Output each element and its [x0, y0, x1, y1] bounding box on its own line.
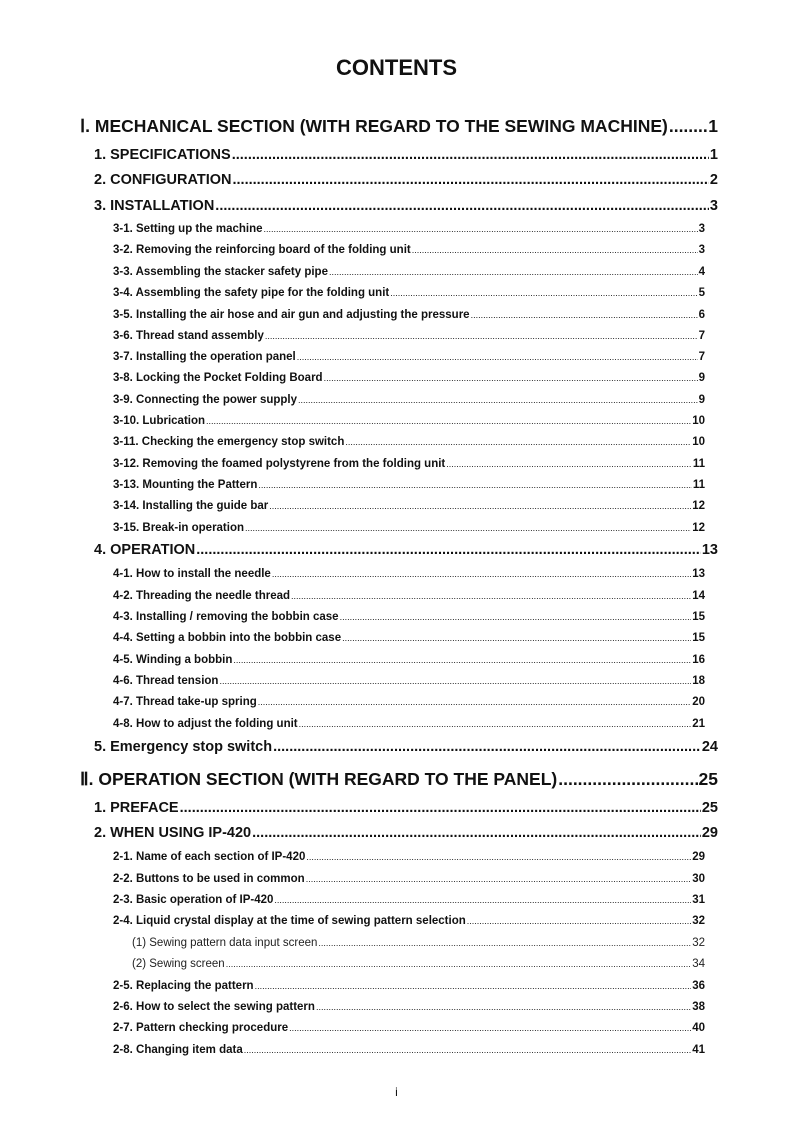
dot-leader: [471, 310, 698, 320]
toc-entry-page: 36: [692, 980, 705, 992]
toc-entry[interactable]: [80, 769, 718, 790]
toc-entry-page: 32: [692, 915, 705, 927]
toc-entry-page: 30: [692, 873, 705, 885]
toc-entry[interactable]: [113, 415, 705, 427]
toc-entry-label: 3-2. Removing the reinforcing board of the folding unit: [113, 244, 411, 256]
toc-entry-label: 3-13. Mounting the Pattern: [113, 479, 258, 491]
toc-entry[interactable]: [113, 1001, 705, 1013]
dot-leader: [467, 916, 691, 926]
toc-entry-label: (2) Sewing screen: [132, 958, 225, 970]
dot-leader: [272, 569, 691, 579]
toc-entry-page: 31: [692, 894, 705, 906]
toc-entry-page: 4: [698, 266, 705, 278]
toc-entry-label: 4-5. Winding a bobbin: [113, 654, 233, 666]
toc-entry-page: 16: [692, 654, 705, 666]
toc-entry[interactable]: [113, 479, 705, 491]
toc-entry[interactable]: [113, 394, 705, 406]
toc-entry[interactable]: [94, 825, 718, 841]
dot-leader: [244, 1045, 691, 1055]
toc-entry-label: 3-14. Installing the guide bar: [113, 500, 269, 512]
toc-entry-label: 2-5. Replacing the pattern: [113, 980, 254, 992]
toc-entry-page: 3: [698, 223, 705, 235]
toc-entry-label: (1) Sewing pattern data input screen: [132, 937, 318, 949]
toc-entry[interactable]: [113, 372, 705, 384]
toc-entry[interactable]: [113, 244, 705, 256]
toc-entry-label: 3-10. Lubrication: [113, 415, 206, 427]
dot-leader: [291, 591, 691, 601]
toc-entry[interactable]: [94, 542, 718, 558]
toc-entry-page: 38: [692, 1001, 705, 1013]
toc-entry[interactable]: [113, 851, 705, 863]
dot-leader: [446, 459, 692, 469]
toc-entry-label: 3-4. Assembling the safety pipe for the folding unit: [113, 287, 390, 299]
toc-entry[interactable]: [113, 718, 705, 730]
page-title: CONTENTS: [336, 55, 457, 80]
toc-entry[interactable]: [80, 116, 718, 137]
toc-entry-page: 15: [692, 632, 705, 644]
toc-entry-label: 3-1. Setting up the machine: [113, 223, 263, 235]
toc-entry[interactable]: [113, 894, 705, 906]
toc-entry-page: 25: [698, 769, 718, 789]
toc-entry-label: 2-4. Liquid crystal display at the time of sewing pattern selection: [113, 915, 466, 927]
dot-leader: [306, 874, 692, 884]
toc-entry-label: 4-2. Threading the needle thread: [113, 590, 291, 602]
toc-entry-label: 1. PREFACE: [94, 800, 179, 816]
page-number: i: [395, 1085, 398, 1099]
toc-entry[interactable]: [113, 654, 705, 666]
toc-entry-label: 3-8. Locking the Pocket Folding Board: [113, 372, 323, 384]
toc-entry[interactable]: [113, 351, 705, 363]
toc-entry-page: 10: [692, 436, 705, 448]
toc-entry-page: 1: [709, 147, 718, 163]
toc-entry-label: 4-6. Thread tension: [113, 675, 219, 687]
toc-entry[interactable]: [113, 330, 705, 342]
dot-leader: [324, 373, 698, 383]
toc-entry[interactable]: [113, 436, 705, 448]
toc-entry-label: 2-2. Buttons to be used in common: [113, 873, 305, 885]
toc-entry-label: 3-9. Connecting the power supply: [113, 394, 298, 406]
toc-entry-page: 5: [698, 287, 705, 299]
toc-entry-label: Ⅰ. MECHANICAL SECTION (WITH REGARD TO THE SEWING MACHINE): [80, 116, 668, 136]
toc-entry-page: 21: [692, 718, 705, 730]
toc-entry-page: 9: [698, 394, 705, 406]
dot-leader: [329, 267, 698, 277]
toc-entry-label: 4. OPERATION: [94, 542, 196, 558]
toc-entry-label: 3-6. Thread stand assembly: [113, 330, 264, 342]
toc-entry[interactable]: [94, 800, 718, 816]
toc-entry-page: 6: [698, 309, 705, 321]
toc-entry-label: 4-7. Thread take-up spring: [113, 696, 257, 708]
dot-leader: [258, 697, 691, 707]
dot-leader: [306, 852, 691, 862]
toc-entry-page: 9: [698, 372, 705, 384]
toc-entry[interactable]: [132, 958, 705, 970]
dot-leader: [316, 1002, 691, 1012]
dot-leader: [265, 331, 698, 341]
toc-entry[interactable]: [113, 1044, 705, 1056]
toc-entry-page: 41: [692, 1044, 705, 1056]
dot-leader: [264, 224, 698, 234]
dot-leader: [180, 800, 701, 816]
toc-entry-label: 2-8. Changing item data: [113, 1044, 243, 1056]
toc-entry-page: 25: [701, 800, 718, 816]
toc-entry-page: 18: [692, 675, 705, 687]
dot-leader: [206, 416, 691, 426]
dot-leader: [245, 523, 691, 533]
toc-entry-label: 3. INSTALLATION: [94, 198, 215, 214]
dot-leader: [255, 981, 692, 991]
toc-entry-page: 12: [692, 522, 705, 534]
toc-entry[interactable]: [113, 287, 705, 299]
dot-leader: [232, 172, 708, 188]
dot-leader: [412, 245, 698, 255]
toc-entry-label: 3-12. Removing the foamed polystyrene from the folding unit: [113, 458, 446, 470]
toc-entry-page: 11: [692, 458, 705, 470]
dot-leader: [219, 676, 691, 686]
toc-entry[interactable]: [94, 147, 718, 163]
dot-leader: [258, 480, 691, 490]
toc-entry-label: 5. Emergency stop switch: [94, 739, 273, 755]
toc-entry-label: 2. CONFIGURATION: [94, 172, 232, 188]
toc-entry-page: 13: [701, 542, 718, 558]
toc-entry-label: 2-6. How to select the sewing pattern: [113, 1001, 315, 1013]
toc-entry-label: 2. WHEN USING IP-420: [94, 825, 252, 841]
toc-entry-page: 14: [692, 590, 705, 602]
toc-entry[interactable]: [113, 675, 705, 687]
dot-leader: [299, 719, 692, 729]
dot-leader: [345, 437, 691, 447]
toc-entry[interactable]: [113, 873, 705, 885]
dot-leader: [226, 959, 692, 969]
dot-leader: [232, 147, 709, 163]
toc-entry[interactable]: [113, 266, 705, 278]
toc-entry-page: 13: [692, 568, 705, 580]
toc-entry[interactable]: [113, 590, 705, 602]
dot-leader: [269, 501, 691, 511]
toc-entry[interactable]: [113, 223, 705, 235]
toc-entry-page: 3: [709, 198, 718, 214]
dot-leader: [252, 825, 701, 841]
toc-entry[interactable]: [94, 198, 718, 214]
toc-entry[interactable]: [94, 172, 718, 188]
toc-entry-page: 34: [692, 958, 705, 970]
toc-entry-page: 7: [698, 330, 705, 342]
toc-entry-page: 32: [692, 937, 705, 949]
toc-entry-page: 11: [692, 479, 705, 491]
toc-entry-page: 15: [692, 611, 705, 623]
dot-leader: [233, 655, 691, 665]
toc-entry-page: 29: [692, 851, 705, 863]
toc-entry-page: 12: [692, 500, 705, 512]
toc-entry-label: 4-3. Installing / removing the bobbin case: [113, 611, 339, 623]
toc-entry-page: 2: [709, 172, 718, 188]
toc-entry-page: 7: [698, 351, 705, 363]
toc-entry-label: 3-5. Installing the air hose and air gun and adjusting the pressure: [113, 309, 470, 321]
toc-entry-page: 24: [701, 739, 718, 755]
toc-entry-label: 4-1. How to install the needle: [113, 568, 271, 580]
toc-entry[interactable]: [113, 980, 705, 992]
dot-leader: [297, 352, 698, 362]
toc-entry-page: 1: [708, 116, 718, 136]
toc-entry-label: 4-8. How to adjust the folding unit: [113, 718, 298, 730]
dot-leader: [298, 395, 698, 405]
toc-entry-page: 3: [698, 244, 705, 256]
dot-leader: [390, 288, 697, 298]
dot-leader: [274, 895, 691, 905]
toc-entry-label: 2-3. Basic operation of IP-420: [113, 894, 274, 906]
toc-entry-label: 4-4. Setting a bobbin into the bobbin case: [113, 632, 342, 644]
toc-entry-page: 29: [701, 825, 718, 841]
toc-entry-label: 1. SPECIFICATIONS: [94, 147, 231, 163]
toc-entry[interactable]: [113, 522, 705, 534]
dot-leader: [273, 739, 701, 755]
toc-entry-label: Ⅱ. OPERATION SECTION (WITH REGARD TO THE PANEL): [80, 769, 558, 789]
toc-entry-label: 3-7. Installing the operation panel: [113, 351, 296, 363]
dot-leader: [340, 612, 692, 622]
toc-entry-label: 3-11. Checking the emergency stop switch: [113, 436, 345, 448]
toc-entry[interactable]: [113, 500, 705, 512]
dot-leader: [669, 116, 707, 137]
dot-leader: [196, 542, 701, 558]
toc-entry[interactable]: [113, 309, 705, 321]
toc-entry[interactable]: [94, 739, 718, 755]
dot-leader: [558, 769, 697, 790]
toc-entry[interactable]: [113, 1022, 705, 1034]
toc-entry-page: 20: [692, 696, 705, 708]
toc-entry-page: 40: [692, 1022, 705, 1034]
toc-entry-label: 2-7. Pattern checking procedure: [113, 1022, 289, 1034]
toc-entry[interactable]: [132, 937, 705, 949]
toc-entry-label: 3-15. Break-in operation: [113, 522, 245, 534]
toc-entry[interactable]: [113, 696, 705, 708]
dot-leader: [318, 938, 691, 948]
toc-entry[interactable]: [113, 458, 705, 470]
toc-entry-page: 10: [692, 415, 705, 427]
toc-entry[interactable]: [113, 568, 705, 580]
toc-entry-label: 3-3. Assembling the stacker safety pipe: [113, 266, 328, 278]
toc-entry[interactable]: [113, 632, 705, 644]
toc-entry[interactable]: [113, 611, 705, 623]
toc-entry[interactable]: [113, 915, 705, 927]
dot-leader: [215, 198, 709, 214]
dot-leader: [342, 633, 691, 643]
toc-entry-label: 2-1. Name of each section of IP-420: [113, 851, 306, 863]
dot-leader: [289, 1023, 691, 1033]
